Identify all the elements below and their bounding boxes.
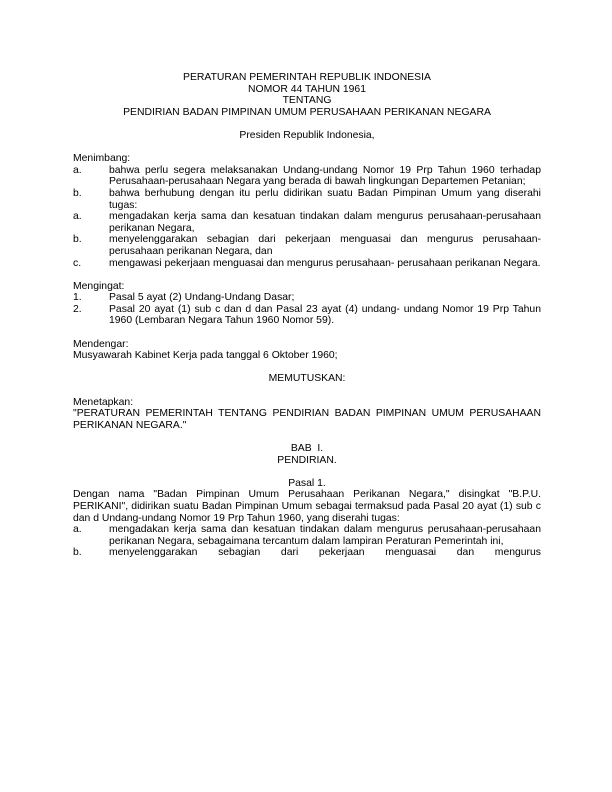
chapter-title: PENDIRIAN.: [277, 454, 337, 466]
regulation-subject: PENDIRIAN BADAN PIMPINAN UMUM PERUSAHAAN PERIKANAN NEGARA: [123, 106, 491, 118]
menetapkan-label: Menetapkan:: [73, 396, 134, 408]
mendengar-text: Musyawarah Kabinet Kerja pada tanggal 6 Oktober 1960;: [73, 350, 338, 362]
regulation-number: NOMOR 44 TAHUN 1961: [248, 83, 366, 95]
mengingat-label: Mengingat:: [73, 280, 125, 292]
menimbang-item: b. menyelenggarakan sebagian dari pekerjaan menguasai dan mengurus perusahaan-perusahaan perikanan Negara, dan: [73, 234, 541, 257]
article-item: b. menyelenggarakan sebagian dari pekerjaan menguasai dan mengurus: [73, 547, 541, 559]
menimbang-label: Menimbang:: [73, 153, 131, 165]
article-text: Dengan nama "Badan Pimpinan Umum Perusahaan Perikanan Negara," disingkat "B.P.U. PERIKANI", didirikan suatu Badan Pimpinan Umum sebagai termaksud pada Pasal 20 ayat (1) sub c dan d Undang-undang Nomor 19 Prp Tahun 1960, yang diserahi tugas:: [73, 489, 541, 524]
menimbang-item: c. mengawasi pekerjaan menguasai dan mengurus perusahaan- perusahaan perikanan Negara.: [73, 257, 541, 269]
menetapkan-text: "PERATURAN PEMERINTAH TENTANG PENDIRIAN BADAN PIMPINAN UMUM PERUSAHAAN PERIKANAN NEGARA.": [73, 408, 541, 431]
president-line: Presiden Republik Indonesia,: [239, 129, 375, 141]
article-item: a. mengadakan kerja sama dan kesatuan tindakan dalam mengurus perusahaan-perusahaan perikanan Negara, sebagaimana tercantum dalam lampiran Peraturan Pemerintah ini,: [73, 524, 541, 547]
chapter-number: BAB I.: [290, 443, 324, 454]
regulation-title: PERATURAN PEMERINTAH REPUBLIK INDONESIA: [183, 72, 431, 83]
mendengar-label: Mendengar:: [73, 338, 129, 350]
document-page: [73, 72, 541, 559]
menimbang-item: b. bahwa berhubung dengan itu perlu didirikan suatu Badan Pimpinan Umum yang diserahi tugas:: [73, 187, 541, 211]
memutuskan-heading: MEMUTUSKAN:: [268, 373, 346, 385]
menimbang-item: a. bahwa perlu segera melaksanakan Undang-undang Nomor 19 Prp Tahun 1960 terhadap Perusahaan-perusahaan Negara yang berada di bawah lingkungan Departemen Petanian;: [73, 164, 541, 188]
menimbang-item: a. mengadakan kerja sama dan kesatuan tindakan dalam mengurus perusahaan-perusahaan perikanan Negara,: [73, 211, 541, 234]
mengingat-item: 1. Pasal 5 ayat (2) Undang-Undang Dasar;: [73, 292, 295, 304]
mengingat-item: 2. Pasal 20 ayat (1) sub c dan d dan Pasal 23 ayat (4) undang- undang Nomor 19 Prp Tahun 1960 (Lembaran Negara Tahun 1960 Nomor 59).: [73, 303, 541, 327]
article-title: Pasal 1.: [288, 477, 326, 489]
regulation-about: TENTANG: [282, 95, 332, 107]
